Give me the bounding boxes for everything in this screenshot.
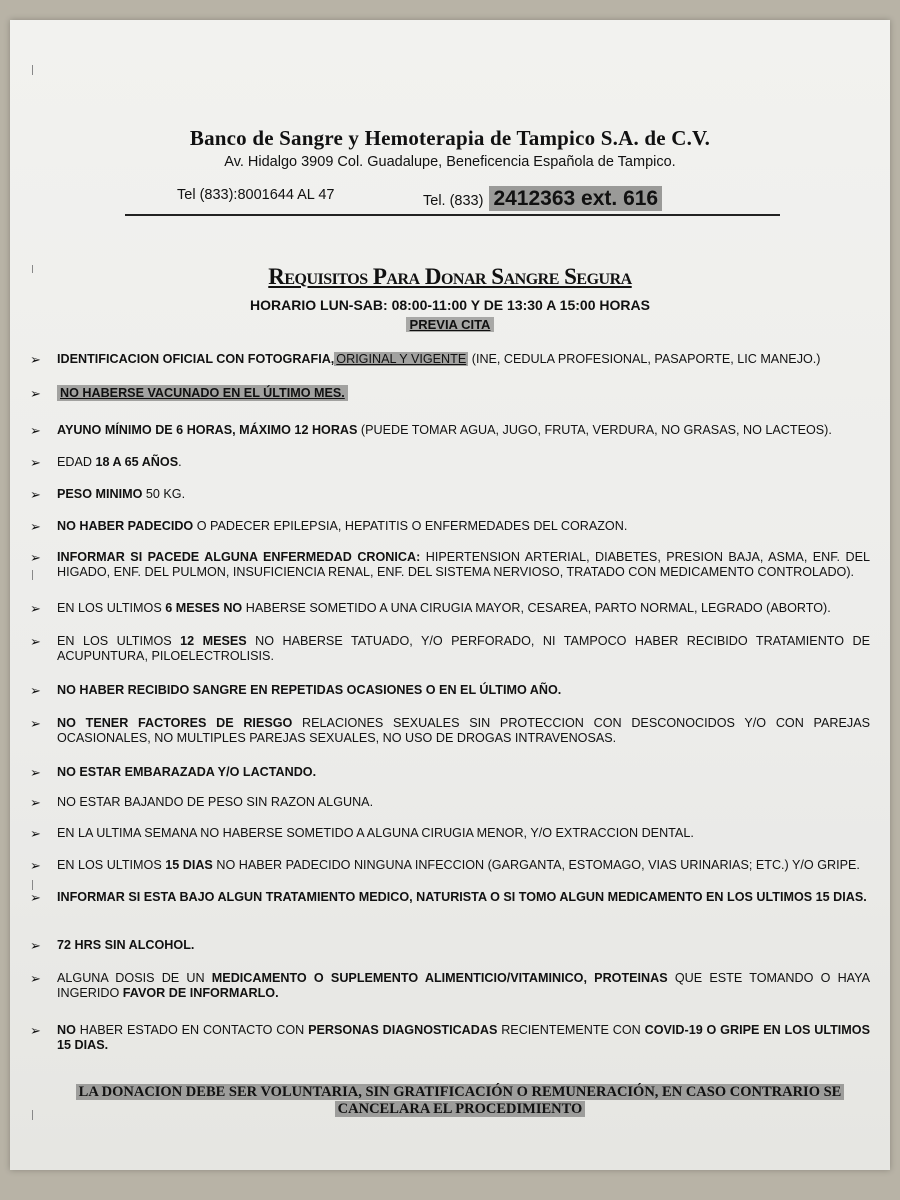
list-item-segment: . <box>178 455 182 469</box>
list-item-text <box>57 519 870 534</box>
arrowhead-bullet-icon: ➢ <box>30 938 41 953</box>
phone-highlight: 2412363 ext. 616 <box>489 186 662 211</box>
list-item-segment: EN LOS ULTIMOS <box>57 601 166 615</box>
list-item-segment: (PUEDE TOMAR AGUA, JUGO, FRUTA, VERDURA, NO GRASAS, NO LACTEOS). <box>357 423 832 437</box>
list-item-segment: INFORMAR SI PACEDE ALGUNA ENFERMEDAD CRONICA: <box>57 550 421 564</box>
list-item-text <box>57 890 870 905</box>
phone-primary: Tel (833):8001644 AL 47 <box>177 187 335 203</box>
schedule: HORARIO LUN-SAB: 08:00-11:00 Y DE 13:30 A 15:00 HORAS <box>250 297 650 313</box>
list-item-segment: PERSONAS DIAGNOSTICADAS <box>308 1023 498 1037</box>
list-item-text <box>57 550 870 580</box>
list-item-text <box>57 826 870 841</box>
list-item-text <box>57 795 870 810</box>
list-item-text <box>57 455 870 470</box>
footer-line-1: LA DONACION DEBE SER VOLUNTARIA, SIN GRATIFICACIÓN O REMUNERACIÓN, EN CASO CONTRARIO SE <box>76 1084 845 1100</box>
arrowhead-bullet-icon: ➢ <box>30 683 41 698</box>
list-item-text <box>57 487 870 502</box>
list-item-segment: 18 A 65 AÑOS <box>95 455 179 469</box>
list-item-segment: RECIENTEMENTE CON <box>497 1023 645 1037</box>
arrowhead-bullet-icon: ➢ <box>30 423 41 438</box>
arrowhead-bullet-icon: ➢ <box>30 352 41 367</box>
arrowhead-bullet-icon: ➢ <box>30 971 41 986</box>
arrowhead-bullet-icon: ➢ <box>30 634 41 649</box>
phone-secondary: Tel. (833) 2412363 ext. 616 <box>423 187 662 211</box>
list-item-text <box>57 386 870 401</box>
list-item-segment: FAVOR DE INFORMARLO. <box>122 986 279 1000</box>
arrowhead-bullet-icon: ➢ <box>30 1023 41 1038</box>
arrowhead-bullet-icon: ➢ <box>30 826 41 841</box>
list-item-text <box>57 716 870 746</box>
arrowhead-bullet-icon: ➢ <box>30 858 41 873</box>
list-item-text <box>57 858 870 873</box>
list-item-text <box>57 1023 870 1053</box>
address: Av. Hidalgo 3909 Col. Guadalupe, Beneficencia Española de Tampico. <box>224 154 676 170</box>
appointment-note: PREVIA CITA <box>10 317 890 332</box>
header-divider <box>125 214 780 216</box>
list-item-text <box>57 352 870 367</box>
list-item-segment: NO HABERSE VACUNADO EN EL ÚLTIMO MES. <box>57 385 348 401</box>
list-item-segment: HABERSE SOMETIDO A UNA CIRUGIA MAYOR, CESAREA, PARTO NORMAL, LEGRADO (ABORTO). <box>242 601 831 615</box>
list-item-segment: IDENTIFICACION OFICIAL CON FOTOGRAFIA, <box>57 352 335 366</box>
list-item-segment: HIPERTENSION ARTERIAL, DIABETES, PRESION BAJA, ASMA, ENF. DEL HIGADO, ENF. DEL PULMON, INSUFICIENCIA RENAL, ENF. DEL SISTEMA NERVIOSO, TRATADO CON MEDICAMENTO CONTROLADO). <box>57 550 871 579</box>
list-item-segment: QUE ESTE TOMANDO O HAYA INGERIDO <box>57 971 870 1000</box>
list-item-segment: EN LOS ULTIMOS <box>57 858 166 872</box>
list-item-segment: 50 KG. <box>142 487 186 501</box>
list-item-segment: HABER ESTADO EN CONTACTO CON <box>75 1023 309 1037</box>
arrowhead-bullet-icon: ➢ <box>30 519 41 534</box>
list-item-segment: NO ESTAR EMBARAZADA Y/O LACTANDO. <box>57 765 317 779</box>
list-item-segment: ALGUNA DOSIS DE UN <box>57 971 212 985</box>
list-item-segment: EDAD <box>57 455 96 469</box>
list-item-segment: NO ESTAR BAJANDO DE PESO SIN RAZON ALGUNA. <box>57 795 374 809</box>
organization-name: Banco de Sangre y Hemoterapia de Tampico S.A. de C.V. <box>189 126 711 150</box>
list-item-segment: MEDICAMENTO O SUPLEMENTO ALIMENTICIO/VITAMINICO, PROTEINAS <box>211 971 668 985</box>
list-item-segment: NO HABER RECIBIDO SANGRE EN REPETIDAS OCASIONES O EN EL ÚLTIMO AÑO. <box>57 683 562 697</box>
arrowhead-bullet-icon: ➢ <box>30 795 41 810</box>
list-item-text <box>57 601 870 616</box>
list-item-segment: NO HABER PADECIDO <box>57 519 194 533</box>
list-item-segment: AYUNO MÍNIMO DE 6 HORAS, MÁXIMO 12 HORAS <box>57 423 358 437</box>
list-item-text <box>57 765 870 780</box>
list-item-segment: NO <box>57 1023 76 1037</box>
document-page <box>10 20 890 1170</box>
list-item-segment: PESO MINIMO <box>57 487 143 501</box>
list-item-segment: 6 MESES NO <box>165 601 243 615</box>
list-item-segment: EN LA ULTIMA SEMANA NO HABERSE SOMETIDO A ALGUNA CIRUGIA MENOR, Y/O EXTRACCION DENTAL. <box>57 826 694 840</box>
arrowhead-bullet-icon: ➢ <box>30 386 41 401</box>
list-item-segment: O PADECER EPILEPSIA, HEPATITIS O ENFERMEDADES DEL CORAZON. <box>193 519 628 533</box>
list-item-text <box>57 634 870 664</box>
arrowhead-bullet-icon: ➢ <box>30 716 41 731</box>
list-item-segment: EN LOS ULTIMOS <box>57 634 181 648</box>
arrowhead-bullet-icon: ➢ <box>30 890 41 905</box>
list-item-segment: COVID-19 O GRIPE EN LOS ULTIMOS 15 DIAS. <box>57 1023 870 1052</box>
page-title: Requisitos Para Donar Sangre Segura <box>268 264 632 289</box>
list-item-text <box>57 971 870 1001</box>
list-item-segment: RELACIONES SEXUALES SIN PROTECCION CON DESCONOCIDOS Y/O CON PAREJAS OCASIONALES, NO MULTIPLES PAREJAS SEXUALES, NO USO DE DROGAS INTRAVENOSAS. <box>57 716 870 745</box>
list-item-text <box>57 938 870 953</box>
list-item-segment: 15 DIAS <box>165 858 213 872</box>
arrowhead-bullet-icon: ➢ <box>30 550 41 565</box>
list-item-text <box>57 423 870 438</box>
margin-mark <box>32 570 33 580</box>
list-item-segment: INFORMAR SI ESTA BAJO ALGUN TRATAMIENTO MEDICO, NATURISTA O SI TOMO ALGUN MEDICAMENTO EN LOS ULTIMOS 15 DIAS. <box>57 890 867 904</box>
list-item-segment: 72 HRS SIN ALCOHOL. <box>57 938 195 952</box>
list-item-segment: NO HABER PADECIDO NINGUNA INFECCION (GARGANTA, ESTOMAGO, VIAS URINARIAS; ETC.) Y/O GRIPE. <box>212 858 860 872</box>
list-item-segment: NO HABERSE TATUADO, Y/O PERFORADO, NI TAMPOCO HABER RECIBIDO TRATAMIENTO DE ACUPUNTURA, PILOELECTROLISIS. <box>57 634 871 663</box>
list-item-segment: ORIGINAL Y VIGENTE <box>336 352 467 366</box>
list-item-segment: NO TENER FACTORES DE RIESGO <box>57 716 293 730</box>
arrowhead-bullet-icon: ➢ <box>30 455 41 470</box>
arrowhead-bullet-icon: ➢ <box>30 487 41 502</box>
list-item-segment: 12 MESES <box>180 634 247 648</box>
margin-mark <box>32 1110 33 1120</box>
list-item-text <box>57 683 870 698</box>
margin-mark <box>32 880 33 890</box>
footer-notice <box>70 1084 850 1118</box>
footer-line-2: CANCELARA EL PROCEDIMIENTO <box>335 1101 586 1117</box>
arrowhead-bullet-icon: ➢ <box>30 765 41 780</box>
list-item-segment: (INE, CEDULA PROFESIONAL, PASAPORTE, LIC MANEJO.) <box>468 352 821 366</box>
margin-mark <box>32 65 33 75</box>
arrowhead-bullet-icon: ➢ <box>30 601 41 616</box>
